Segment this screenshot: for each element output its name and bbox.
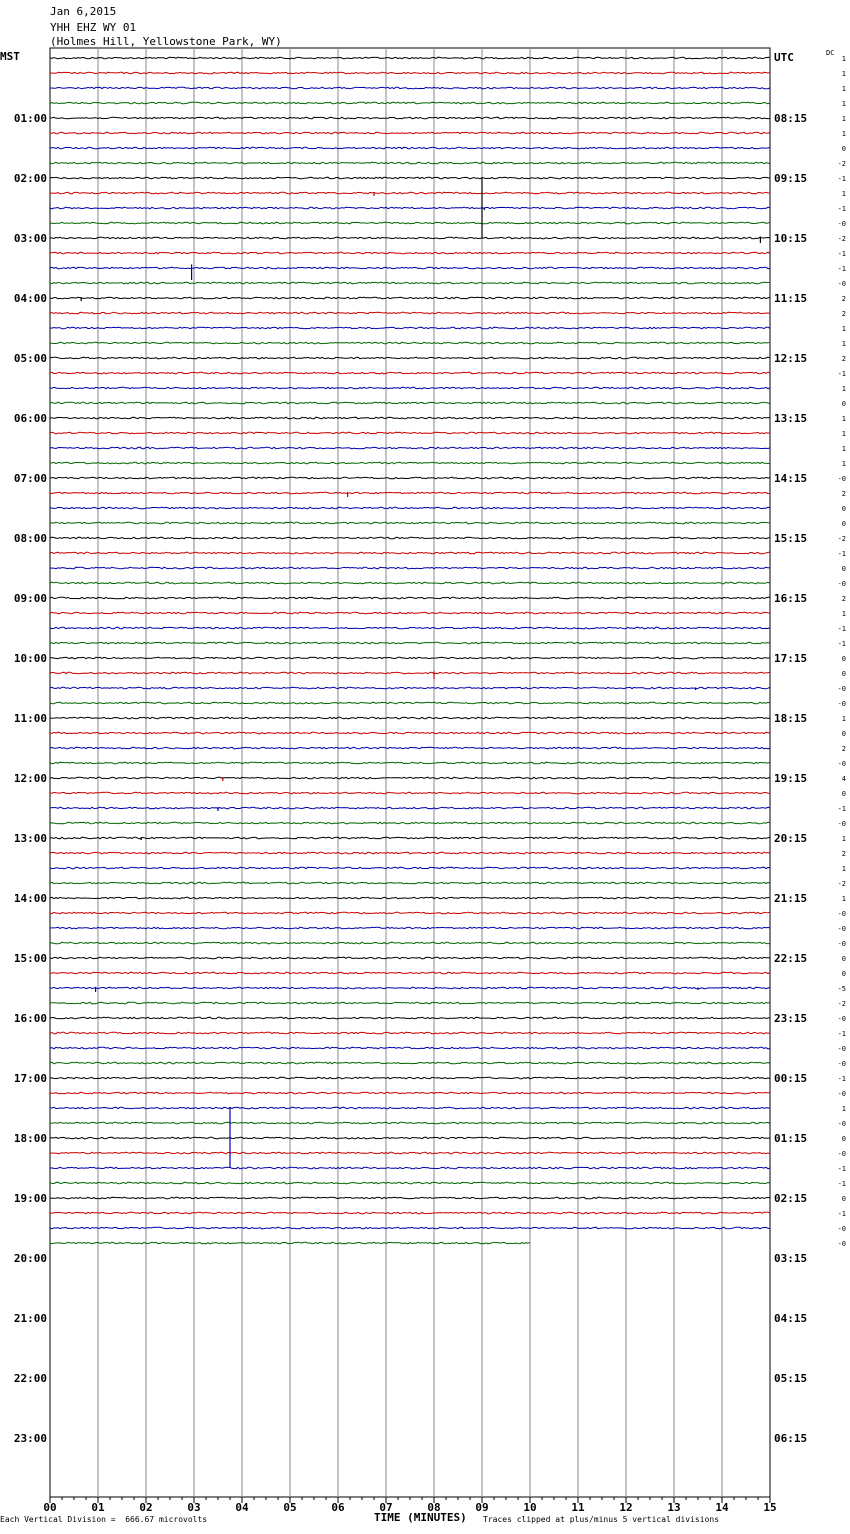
seismic-trace — [50, 597, 770, 599]
dc-offset-label: 2 — [841, 310, 846, 318]
mst-hour-label: 23:00 — [13, 1432, 47, 1445]
x-tick-label: 12 — [619, 1501, 633, 1514]
dc-offset-label: -1 — [837, 1180, 846, 1188]
seismic-trace — [50, 387, 770, 389]
dc-offset-label: -1 — [837, 1030, 846, 1038]
dc-offset-label: 2 — [841, 850, 846, 858]
dc-offset-label: -1 — [837, 550, 846, 558]
dc-offset-label: -2 — [837, 880, 846, 888]
utc-hour-label: 00:15 — [774, 1072, 808, 1085]
mst-hour-label: 16:00 — [13, 1012, 47, 1025]
dc-offset-label: 2 — [841, 595, 846, 603]
utc-hour-label: 06:15 — [774, 1432, 808, 1445]
seismic-trace — [50, 777, 770, 779]
utc-hour-label: 10:15 — [774, 232, 808, 245]
dc-offset-label: 0 — [841, 670, 846, 678]
dc-offset-label: 0 — [841, 505, 846, 513]
seismic-trace — [50, 837, 770, 839]
dc-offset-label: 0 — [841, 790, 846, 798]
utc-hour-label: 21:15 — [774, 892, 808, 905]
seismic-trace — [50, 402, 770, 404]
dc-offset-label: 1 — [841, 835, 846, 843]
trace-group — [50, 57, 770, 1244]
mst-hour-label: 15:00 — [13, 952, 47, 965]
seismic-trace — [50, 492, 770, 494]
dc-offset-label: -1 — [837, 640, 846, 648]
seismic-trace — [50, 312, 770, 314]
x-tick-label: 13 — [667, 1501, 681, 1514]
seismic-trace — [50, 1062, 770, 1064]
utc-hour-label: 17:15 — [774, 652, 808, 665]
seismic-trace — [50, 1227, 770, 1229]
seismic-trace — [50, 177, 770, 179]
seismic-trace — [50, 1077, 770, 1079]
dc-offset-label: 1 — [841, 55, 846, 63]
dc-column-title: DC — [826, 49, 835, 57]
seismic-trace — [50, 162, 770, 164]
dc-offset-label: 0 — [841, 1195, 846, 1203]
dc-offset-label: 1 — [841, 430, 846, 438]
mst-hour-label: 10:00 — [13, 652, 47, 665]
seismic-trace — [50, 657, 770, 659]
mst-hour-label: 14:00 — [13, 892, 47, 905]
seismic-trace — [50, 792, 770, 794]
seismic-trace — [50, 942, 770, 944]
seismic-trace — [50, 57, 770, 59]
mst-hour-label: 13:00 — [13, 832, 47, 845]
footer-scale-note: Each Vertical Division = 666.67 microvolts — [0, 1515, 208, 1524]
utc-hour-label: 08:15 — [774, 112, 808, 125]
seismic-trace — [50, 537, 770, 539]
dc-offset-label: 2 — [841, 295, 846, 303]
seismic-trace — [50, 417, 770, 419]
seismic-trace — [50, 507, 770, 509]
seismic-trace — [50, 462, 770, 464]
seismic-trace — [50, 237, 770, 239]
mst-hour-label: 18:00 — [13, 1132, 47, 1145]
seismic-trace — [50, 687, 770, 689]
mst-hour-label: 19:00 — [13, 1192, 47, 1205]
x-tick-label: 10 — [523, 1501, 537, 1514]
seismic-trace — [50, 867, 770, 869]
dc-offset-label: -1 — [837, 175, 846, 183]
seismic-trace — [50, 102, 770, 104]
dc-offset-label: 1 — [841, 190, 846, 198]
mst-hour-label: 04:00 — [13, 292, 47, 305]
mst-hour-label: 01:00 — [13, 112, 47, 125]
seismic-trace — [50, 762, 770, 764]
dc-offset-label: 1 — [841, 445, 846, 453]
mst-hour-label: 22:00 — [13, 1372, 47, 1385]
dc-offset-label: 2 — [841, 490, 846, 498]
seismic-trace — [50, 1167, 770, 1169]
seismic-trace — [50, 147, 770, 149]
dc-offset-label: -5 — [837, 985, 846, 993]
x-tick-label: 02 — [139, 1501, 153, 1514]
seismic-trace — [50, 1092, 770, 1094]
dc-offset-label: -1 — [837, 370, 846, 378]
plot-frame — [50, 48, 770, 1497]
seismic-trace — [50, 1047, 770, 1049]
dc-offset-label: 1 — [841, 715, 846, 723]
dc-offset-label: 0 — [841, 145, 846, 153]
x-tick-label: 08 — [427, 1501, 441, 1514]
axis-label-group — [14, 51, 846, 1514]
dc-offset-label: 4 — [841, 775, 846, 783]
dc-offset-label: 0 — [841, 730, 846, 738]
mst-hour-label: 20:00 — [13, 1252, 47, 1265]
dc-offset-label: -1 — [837, 250, 846, 258]
dc-offset-label: 1 — [841, 115, 846, 123]
seismic-trace — [50, 432, 770, 434]
x-tick-label: 04 — [235, 1501, 249, 1514]
utc-hour-label: 23:15 — [774, 1012, 808, 1025]
seismic-trace — [50, 807, 770, 809]
dc-offset-label: -2 — [837, 235, 846, 243]
dc-offset-label: 0 — [841, 400, 846, 408]
mst-axis-title: MST — [0, 50, 20, 63]
seismic-trace — [50, 1197, 770, 1199]
seismic-trace — [50, 882, 770, 884]
dc-offset-label: 1 — [841, 70, 846, 78]
dc-offset-label: -0 — [837, 700, 846, 708]
x-tick-label: 06 — [331, 1501, 345, 1514]
seismic-trace — [50, 1017, 770, 1019]
dc-offset-label: 1 — [841, 415, 846, 423]
mst-hour-label: 11:00 — [13, 712, 47, 725]
dc-offset-label: 2 — [841, 745, 846, 753]
dc-offset-label: 1 — [841, 325, 846, 333]
seismic-trace — [50, 852, 770, 854]
dc-offset-label: -1 — [837, 265, 846, 273]
x-tick-label: 05 — [283, 1501, 297, 1514]
seismic-trace — [50, 927, 770, 929]
dc-offset-label: 1 — [841, 895, 846, 903]
mst-hour-label: 07:00 — [13, 472, 47, 485]
dc-offset-label: -0 — [837, 1240, 846, 1248]
utc-hour-label: 14:15 — [774, 472, 808, 485]
dc-offset-label: -0 — [837, 580, 846, 588]
utc-hour-label: 05:15 — [774, 1372, 808, 1385]
utc-hour-label: 01:15 — [774, 1132, 808, 1145]
dc-offset-label: 0 — [841, 955, 846, 963]
seismic-trace — [50, 267, 770, 269]
x-tick-label: 11 — [571, 1501, 585, 1514]
plot-grid — [50, 48, 770, 1503]
seismic-trace — [50, 717, 770, 719]
dc-offset-label: 1 — [841, 1105, 846, 1113]
seismic-trace — [50, 732, 770, 734]
station-location: (Holmes Hill, Yellowstone Park, WY) — [50, 35, 282, 48]
x-tick-label: 00 — [43, 1501, 57, 1514]
seismic-trace — [50, 912, 770, 914]
dc-offset-label: 0 — [841, 655, 846, 663]
utc-axis-title: UTC — [774, 51, 794, 64]
x-tick-label: 14 — [715, 1501, 729, 1514]
seismic-trace — [50, 642, 770, 644]
dc-offset-label: 2 — [841, 355, 846, 363]
dc-offset-label: -0 — [837, 280, 846, 288]
seismic-trace — [50, 987, 770, 989]
utc-hour-label: 12:15 — [774, 352, 808, 365]
dc-offset-label: -1 — [837, 1165, 846, 1173]
seismic-trace — [50, 627, 770, 629]
seismic-trace — [50, 447, 770, 449]
seismic-trace — [50, 1182, 770, 1184]
seismic-trace — [50, 672, 770, 674]
dc-offset-label: 0 — [841, 565, 846, 573]
seismic-trace — [50, 972, 770, 974]
dc-offset-label: 0 — [841, 520, 846, 528]
utc-hour-label: 22:15 — [774, 952, 808, 965]
seismic-trace — [50, 822, 770, 824]
dc-offset-label: 1 — [841, 385, 846, 393]
dc-offset-label: -2 — [837, 535, 846, 543]
utc-hour-label: 03:15 — [774, 1252, 808, 1265]
mst-hour-label: 21:00 — [13, 1312, 47, 1325]
seismic-trace — [50, 747, 770, 749]
utc-hour-label: 16:15 — [774, 592, 808, 605]
dc-offset-label: -2 — [837, 1000, 846, 1008]
seismic-trace — [50, 1137, 770, 1139]
dc-offset-label: 1 — [841, 85, 846, 93]
seismic-trace — [50, 477, 770, 479]
x-tick-label: 15 — [763, 1501, 777, 1514]
seismic-trace — [50, 357, 770, 359]
seismic-trace — [50, 702, 770, 704]
dc-offset-label: -0 — [837, 910, 846, 918]
seismic-trace — [50, 1107, 770, 1109]
seismic-trace — [50, 612, 770, 614]
utc-hour-label: 09:15 — [774, 172, 808, 185]
seismic-trace — [50, 252, 770, 254]
dc-offset-label: 0 — [841, 970, 846, 978]
dc-offset-label: -1 — [837, 205, 846, 213]
dc-offset-label: -2 — [837, 160, 846, 168]
dc-offset-label: 1 — [841, 130, 846, 138]
dc-offset-label: -0 — [837, 1060, 846, 1068]
seismic-trace — [50, 222, 770, 224]
seismic-trace — [50, 282, 770, 284]
mst-hour-label: 08:00 — [13, 532, 47, 545]
utc-hour-label: 11:15 — [774, 292, 808, 305]
seismic-trace — [50, 552, 770, 554]
dc-offset-label: -0 — [837, 1015, 846, 1023]
seismic-trace — [50, 567, 770, 569]
utc-hour-label: 20:15 — [774, 832, 808, 845]
mst-hour-label: 17:00 — [13, 1072, 47, 1085]
seismic-trace — [50, 372, 770, 374]
seismic-trace — [50, 297, 770, 299]
dc-offset-label: -0 — [837, 1150, 846, 1158]
seismic-trace — [50, 1212, 770, 1214]
dc-offset-label: -0 — [837, 1225, 846, 1233]
footer-clip-note: Traces clipped at plus/minus 5 vertical divisions — [483, 1515, 720, 1524]
station-code: YHH EHZ WY 01 — [50, 21, 137, 34]
dc-offset-label: 1 — [841, 460, 846, 468]
seismic-trace — [50, 1152, 770, 1154]
dc-offset-label: -1 — [837, 805, 846, 813]
mst-hour-label: 03:00 — [13, 232, 47, 245]
utc-hour-label: 02:15 — [774, 1192, 808, 1205]
dc-offset-label: -0 — [837, 1090, 846, 1098]
seismic-trace — [50, 582, 770, 584]
dc-offset-label: 0 — [841, 1135, 846, 1143]
mst-hour-label: 06:00 — [13, 412, 47, 425]
seismic-trace — [50, 957, 770, 959]
dc-offset-label: -0 — [837, 940, 846, 948]
seismic-trace — [50, 207, 770, 209]
utc-hour-label: 15:15 — [774, 532, 808, 545]
chart-date: Jan 6,2015 — [50, 5, 117, 18]
seismic-trace — [50, 522, 770, 524]
mst-hour-label: 02:00 — [13, 172, 47, 185]
x-tick-label: 03 — [187, 1501, 201, 1514]
dc-offset-label: 1 — [841, 865, 846, 873]
mst-hour-label: 12:00 — [13, 772, 47, 785]
utc-hour-label: 04:15 — [774, 1312, 808, 1325]
seismic-trace — [50, 192, 770, 194]
seismic-trace — [50, 87, 770, 89]
utc-hour-label: 18:15 — [774, 712, 808, 725]
mst-hour-label: 05:00 — [13, 352, 47, 365]
seismic-trace — [50, 72, 770, 74]
dc-offset-label: -0 — [837, 475, 846, 483]
seismic-trace — [50, 1002, 770, 1004]
dc-offset-label: -0 — [837, 760, 846, 768]
dc-offset-label: -1 — [837, 625, 846, 633]
dc-offset-label: 1 — [841, 100, 846, 108]
dc-offset-label: -0 — [837, 685, 846, 693]
x-axis-title: TIME (MINUTES) — [374, 1511, 467, 1524]
seismic-trace — [50, 132, 770, 134]
seismic-trace — [50, 327, 770, 329]
utc-hour-label: 19:15 — [774, 772, 808, 785]
seismic-trace — [50, 342, 770, 344]
dc-offset-label: 1 — [841, 340, 846, 348]
dc-offset-label: -0 — [837, 1045, 846, 1053]
dc-offset-label: -0 — [837, 1120, 846, 1128]
seismic-trace — [50, 1122, 770, 1124]
dc-offset-label: -1 — [837, 1075, 846, 1083]
dc-offset-label: -0 — [837, 220, 846, 228]
seismic-trace — [50, 117, 770, 119]
mst-hour-label: 09:00 — [13, 592, 47, 605]
seismic-trace — [50, 897, 770, 899]
utc-hour-label: 13:15 — [774, 412, 808, 425]
x-tick-label: 07 — [379, 1501, 393, 1514]
dc-offset-label: -0 — [837, 820, 846, 828]
dc-offset-label: -0 — [837, 925, 846, 933]
x-tick-label: 01 — [91, 1501, 105, 1514]
dc-offset-label: -1 — [837, 1210, 846, 1218]
seismic-trace — [50, 1032, 770, 1034]
dc-offset-label: 1 — [841, 610, 846, 618]
x-tick-label: 09 — [475, 1501, 489, 1514]
